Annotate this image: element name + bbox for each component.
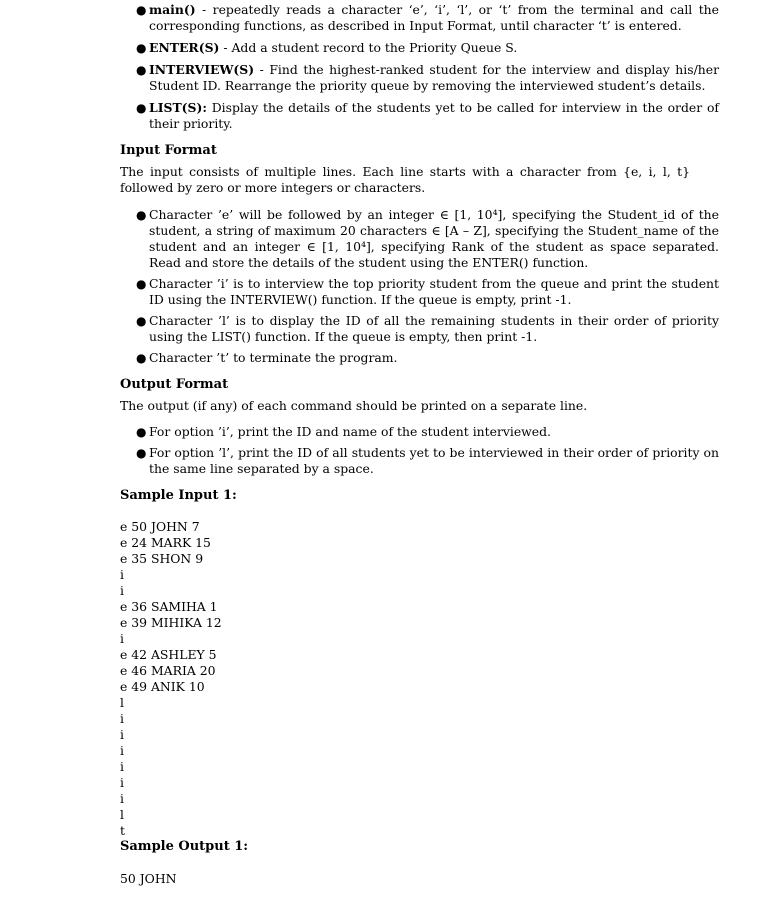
bullet-icon: ● [136,425,147,439]
sample-input-line: l [120,807,124,822]
sample-input-line: e 24 MARK 15 [120,535,211,550]
output-format-heading: Output Format [120,377,229,392]
bullet-icon: ● [136,63,147,77]
function-description: - repeatedly reads a character ‘e’, ‘i’, ‘l’, or ‘t’ from the terminal and call the corresponding functions, as described in Input Format, until character ‘t’ is entered. [149,2,719,33]
sample-input-line: i [120,791,124,806]
sample-input-heading: Sample Input 1: [120,488,237,503]
sample-input-line: e 36 SAMIHA 1 [120,599,218,614]
output-item-i [136,424,719,440]
sample-input-line: i [120,711,124,726]
bullet-icon: ● [136,351,147,365]
bullet-icon: ● [136,3,147,17]
input-format-heading: Input Format [120,143,217,158]
sample-input-line: i [120,743,124,758]
bullet-icon: ● [136,277,147,291]
sample-input-block [120,519,222,839]
function-name: main() [149,2,196,17]
input-item-e [136,207,719,271]
input-item-text: Character ’t’ to terminate the program. [149,350,398,365]
bullet-icon: ● [136,41,147,55]
bullet-icon: ● [136,101,147,115]
output-format-intro: The output (if any) of each command should be printed on a separate line. [120,398,588,413]
function-list [120,2,719,132]
input-item-i [136,276,719,308]
sample-output-line: 50 JOHN [120,871,177,886]
function-item-interview [136,62,719,94]
sample-input-line: e 42 ASHLEY 5 [120,647,217,662]
function-name: LIST(S): [149,100,207,115]
sample-input-line: i [120,775,124,790]
function-name: INTERVIEW(S) [149,62,255,77]
bullet-icon: ● [136,208,147,222]
sample-input-line: i [120,759,124,774]
bullet-icon: ● [136,446,147,460]
output-item-l [136,445,719,477]
sample-output-block [120,871,176,887]
output-item-text: For option ’i’, print the ID and name of the student interviewed. [149,424,551,439]
input-item-l [136,313,719,345]
output-item-text: For option ’l’, print the ID of all students yet to be interviewed in their order of priority on the same line separated by a space. [149,445,719,476]
sample-input-line: e 35 SHON 9 [120,551,204,566]
input-item-text: Character ’i’ is to interview the top priority student from the queue and print the student ID using the INTERVIEW() function. If the queue is empty, print -1. [149,276,719,307]
input-item-t [136,350,719,366]
function-description: Display the details of the students yet to be called for interview in the order of their priority. [149,100,719,131]
function-item-enter [136,40,719,56]
sample-input-line: i [120,583,124,598]
sample-input-line: t [120,823,125,838]
sample-input-line: i [120,567,124,582]
sample-input-line: e 50 JOHN 7 [120,519,200,534]
function-item-main [136,2,719,34]
sample-input-line: l [120,695,124,710]
function-item-list [136,100,719,132]
output-format-list [120,424,719,477]
function-name: ENTER(S) [149,40,220,55]
sample-input-line: i [120,631,124,646]
input-item-text: Character ’e’ will be followed by an integer ∈ [1, 10⁴], specifying the Student_id of the student, a string of maximum 20 characters ∈ [A – Z], specifying the Student_name of the student and an integer ∈ [1, 10⁴], specifying Rank of the student as space separated. Read and store the details of the student using the ENTER() function. [149,207,719,270]
sample-input-line: e 39 MIHIKA 12 [120,615,222,630]
input-item-text: Character ’l’ is to display the ID of all the remaining students in their order of priority using the LIST() function. If the queue is empty, then print -1. [149,313,719,344]
function-description: - Find the highest-ranked student for the interview and display his/her Student ID. Rearrange the priority queue by removing the interviewed student’s details. [149,62,719,93]
function-description: - Add a student record to the Priority Queue S. [223,40,518,55]
input-format-list [120,207,719,366]
sample-output-heading: Sample Output 1: [120,839,249,854]
sample-input-line: i [120,727,124,742]
sample-input-line: e 46 MARIA 20 [120,663,216,678]
bullet-icon: ● [136,314,147,328]
sample-input-line: e 49 ANIK 10 [120,679,205,694]
input-format-intro: The input consists of multiple lines. Each line starts with a character from {e, i, l, t} followed by zero or more integers or characters. [120,164,690,195]
